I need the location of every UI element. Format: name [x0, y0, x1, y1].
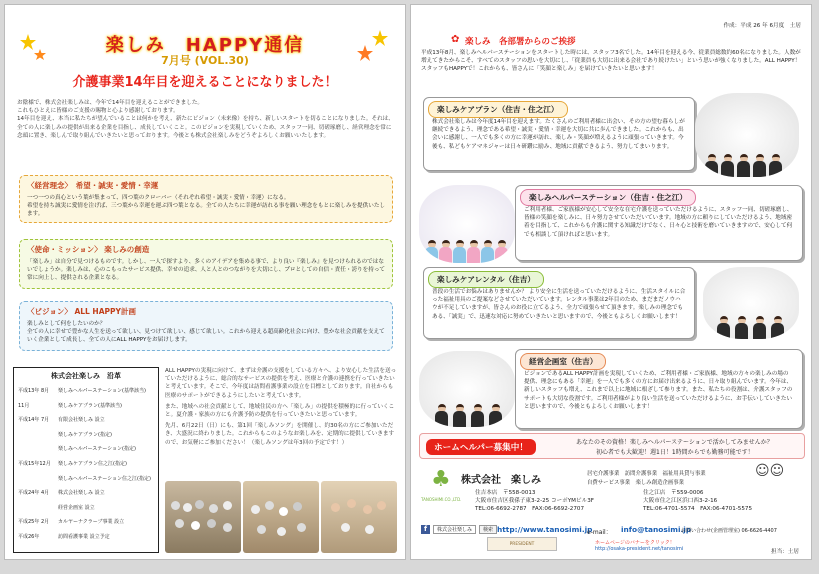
history-row [18, 457, 154, 472]
company-tagline: TANOSHIMI.CO.,LTD. [421, 497, 462, 502]
history-date: 平成13年 8月 [18, 388, 50, 394]
activity-paragraph: また、地域への社会貢献として、地域住民の方へ「楽しみ」の提供を積極的に行っていくこと。夏介護・家族の方にも介護予防の提供を行っていきたいと思っています。 [165, 403, 395, 419]
headline: 介護事業14年目を迎えることになりました！ [72, 75, 338, 90]
history-event: 楽しみケアプラン住之江(指定) [58, 460, 127, 467]
history-event: 有限会社楽しみ 設立 [58, 417, 105, 424]
event-photo [165, 481, 241, 553]
search-button[interactable]: 検索 [479, 525, 497, 534]
facebook-page-name: 株式会社楽しみ [433, 525, 476, 534]
helper-staff-photo [419, 185, 515, 263]
vision-line: 全ての人に幸せで豊かな人生を送って欲しい、見つけて欲しい、感じて欲しい。これから迎える超高齢化社会に向け、豊かな社会貢献を支えていく企業として成長し、全ての人にALL HAPPYをお届けします。 [27, 329, 385, 344]
helper-body: ご利用者様、ご家族様が安心して安全な在宅介護を送っていただけるように、スタッフ一同、切磋琢磨し、皆様の笑顔を楽しみに、日々努力させていただいています。地域の方に頼りにしていただけるよう、地域密着を目指して、これからも介護に関する知識だけでなく、日々心と技術を磨いていきますので、安心して何でも相談して頂ければと思います。 [524, 207, 793, 238]
vision-title: 〈ビジョン〉 ALL HAPPY計画 [27, 307, 136, 316]
history-row [18, 530, 154, 545]
recruit-label: ホームヘルパー募集中！ [426, 439, 536, 455]
history-row [18, 413, 154, 428]
star-decoration [19, 33, 49, 69]
history-row [18, 515, 154, 530]
rental-staff-photo [703, 267, 799, 339]
left-page [4, 4, 406, 560]
email-link[interactable]: info@tanosimi.jp [621, 525, 692, 534]
philosophy-line: 希望を持ち誠実に愛情を注げば、三つ葉から幸運を運ぶ四つ葉となる。全ての人たちに幸運が訪れる事を願い理念をもとに楽しみを提供いたします。 [27, 203, 386, 218]
author-credit: 担当：土居 [771, 549, 799, 555]
office-sumiyoshi [475, 489, 625, 514]
careplan-box [423, 97, 695, 171]
services-line: 自費サービス事業 楽しみ創造企画事業 [587, 480, 685, 486]
office-address-line: 大阪市住之江区浜口西3-2-16 [643, 498, 718, 505]
office-phone-line: TEL:06-4701-5574 FAX:06-4701-5575 [643, 506, 753, 513]
history-event: 経営企画室 設立 [58, 504, 95, 511]
recruit-banner [419, 433, 805, 459]
president-label: ホームページのバナーをクリック！ [595, 540, 675, 546]
office-suminoe [643, 489, 793, 514]
history-date: 平成26年 [18, 533, 40, 540]
history-date [18, 501, 58, 516]
recruit-text: 初心者でも大歓迎！週1日！1時間からでも勤務可能です！ [596, 449, 754, 456]
inquiry-line: お問い合わせ(企画管理室) 06-6626-4407 [681, 528, 777, 534]
history-row [18, 384, 154, 399]
history-date: 平成14年 7月 [18, 417, 50, 424]
company-logo: ♣ [431, 467, 451, 492]
history-list [18, 384, 154, 545]
planning-box [515, 349, 803, 429]
history-date: 平成25年 2月 [18, 519, 50, 526]
office-address-line: 住吉本店 〒558-0013 [475, 490, 536, 496]
history-event: 楽しみヘルパーステーション(基準該当) [58, 388, 146, 394]
careplan-staff-photo [695, 93, 799, 177]
website-link[interactable]: http://www.tanosimi.jp [497, 525, 593, 534]
history-date [18, 472, 58, 487]
careplan-body: 株式会社楽しみは今年度14年目を迎えます。たくさんのご利用者様に出会い、その方の望む暮らしが継続できるよう、理念である希望・誠実・愛情・幸運を大切に共に歩んできました。これからも、出会いに感謝し、一人でも多くの方に幸運が訪れ、楽しみ・笑顔が増えるように頑張っていきます。今後も、私どもケアマネジャーは日々研鑽に励み、地域に貢献できるよう、努力してまいります。 [432, 119, 685, 150]
rental-box [423, 267, 695, 339]
history-date: 11月 [18, 402, 30, 409]
history-date [18, 442, 58, 457]
history-row [18, 399, 154, 414]
history-row [18, 442, 154, 457]
philosophy-title: 〈経営理念〉 希望・誠実・愛情・幸運 [27, 181, 159, 190]
right-page [410, 4, 812, 560]
philosophy-line: 一つ一つの真心という葉が集まって、四つ葉のクローバー（それぞれ希望・誠実・愛情・幸運）になる。 [27, 195, 290, 201]
star-decoration [353, 29, 391, 69]
history-title: 株式会社楽しみ 沿革 [51, 372, 121, 380]
helper-title: 楽しみヘルパーステーション（住吉・住之江） [520, 189, 696, 206]
history-date: 平成24年 4月 [18, 490, 50, 497]
office-address-line: 大阪市住吉区我孫子東3-2-25 コーポYMビル3F [475, 498, 594, 505]
president-banner[interactable]: PRESIDENT [487, 537, 557, 551]
vision-line: 楽しみとして何をしたいのか？ [27, 321, 106, 327]
event-photo [243, 481, 319, 553]
right-intro: 平成13年8月、楽しみヘルパーステーションをスタートした時には、スタッフ3名でした。14年目を迎える今、従業員総数約60名になりました。人数が増えてきたからこそ、すべてのスタッフの思いを大切にし、「従業員も大切に出来る会社であり続けたい」という思いが強くなりました。ALL HAPPY！スタッフもHAPPYで！これからも、皆さんに「笑顔と楽しみ」を届けていきたいと思います！ [421, 50, 801, 73]
issue-number: 7月号 (VOL.30) [161, 54, 249, 67]
activity-text [165, 367, 397, 447]
mission-title: 〈使命・ミッション〉 楽しみの創造 [27, 245, 150, 254]
activity-paragraph: ALL HAPPYの実現に向けて、まずは介護の支援をしている方々へ、より安心した生活を送っていただけるように、総合的なサービスの提供を考え、医療と介護の連携を行っていきたいと考えています。そこで、今年度は訪問看護事業の設立を目標としております。自社からも医療のサポートができるようにしたいと考えています。 [165, 368, 397, 399]
email-label: e-mail： [587, 529, 612, 536]
recruit-text: あなたのその資格！楽しみヘルパーステーションで活かしてみませんか？ [576, 439, 773, 446]
activity-paragraph: 先月、6月22日（日）にも、第1回「楽しみソング」を開催し、約30名の方にご参加いただき、大盛況に終わりました。これからもこのようなお楽しみを、定期的に提供していきますので、お気軽にご参加ください！（楽しみソングは年3回の予定です！） [165, 423, 395, 446]
facebook-icon: f [421, 525, 430, 534]
history-row [18, 486, 154, 501]
history-event: 訪問看護事業 設立予定 [58, 533, 110, 540]
intro-line: 14年目を迎え、本当に私たちが望んでいることは何かを考え、新たにビジョン（未来像）を持ち、新しいスタートを切ることになりました。それは、全ての人に楽しみの提供が出来る企業を目指し、成長していくこと。このビジョンを実現していくため、スタッフ一同、切磋琢磨し、経営理念を常に念頭に置き、楽しんで取り組んでいきたいと思っております。今後とも株式会社楽しみをどうぞよろしくお願いいたします。 [17, 116, 394, 139]
intro-line: これもひとえに皆様のご支援の賜物と心より感謝しております。 [17, 108, 179, 115]
history-event: 楽しみヘルパーステーション(指定) [58, 446, 136, 453]
services-line: 居宅介護事業 訪問介護事業 福祉用具貸与事業 [587, 471, 706, 477]
rental-body: 普段の生活でお悩みはありませんか？ より安全に生活を送っていただけるように、生活スタイルに合った福祉用具のご提案などさせていただいています。レンタル事業は2年目のため、まだまだノウハウが不足していますが、皆さんのお役に立てるよう、全力で頑張らせて頂きます。楽しみの理念でもある、「誠実」で、迅速な対応に努めていきたいと思いますので、今後ともよろしくお願いします！ [432, 289, 686, 320]
history-row [18, 428, 154, 443]
mascot-illustration: ☺☺ [755, 463, 785, 479]
history-row [18, 472, 154, 487]
history-date [18, 428, 58, 443]
intro-text [17, 99, 397, 140]
history-row [18, 501, 154, 516]
careplan-title: 楽しみケアプラン（住吉・住之江） [428, 101, 568, 118]
history-event: 株式会社楽しみ 設立 [58, 490, 105, 497]
company-name: 株式会社 楽しみ [461, 475, 541, 486]
office-phone-line: TEL:06-6692-2787 FAX:06-6692-2707 [475, 506, 585, 513]
flower-icon: ✿ [451, 34, 460, 45]
planning-staff-photo [419, 351, 515, 427]
mission-line: 「楽しみ」は自分で見つけるものです。しかし、一人で探すより、多くのアイデアを集める事で、より良い『楽しみ』を見つけられるのではないでしょうか。楽しみは、心のこもったサービス提供、幸せの追求、人と人とのつながりを大切にし、プロとしての自信・責任・誇りを持って常に向上し、提供される企業となる。 [27, 259, 386, 282]
president-url[interactable]: http://osaka-president.net/tanosimi [595, 546, 684, 552]
vision-box [19, 301, 393, 351]
mission-box [19, 239, 393, 289]
history-event: 楽しみケアプラン(指定) [58, 431, 112, 438]
philosophy-box [19, 175, 393, 223]
history-event: 楽しみヘルパーステーション住之江(指定) [58, 475, 151, 482]
planning-title: 経営企画室（住吉） [520, 353, 606, 370]
facebook-link[interactable] [421, 525, 497, 534]
document-meta: 作成：平成 26 年 6月度 土居 [723, 23, 801, 29]
rental-title: 楽しみケアレンタル（住吉） [428, 271, 544, 288]
history-event: カルヤーナクラーブ事業 設立 [58, 519, 125, 526]
planning-body: ビジョンであるALL HAPPY計画を実現していくため、ご利用者様・ご家族様、地域の方々の楽しみの場の提供、理念にもある「幸運」を一人でも多くの方にお届け出来るように、日々取り組んでいます。今年は、新しいスタッフも増え、これまで以上に地域に根ざして参ります。また、私たちの役割は、介護スタッフのサポートも大切な役割です。ご利用者様がより良い生活を送っていただけるように、お手伝いしていきたいと思いますので、今後ともよろしくお願いします！ [524, 371, 793, 410]
office-address-line: 住之江店 〒559-0006 [643, 490, 704, 496]
intro-line: お陰様で、株式会社楽しみは、今年で14年目を迎えることができました。 [17, 100, 204, 106]
section-header: 楽しみ 各部署からのご挨拶 [465, 37, 576, 47]
history-box [13, 367, 159, 553]
event-photo [321, 481, 397, 553]
history-event: 楽しみケアプラン(基準該当) [58, 402, 122, 409]
helper-box [515, 185, 803, 261]
history-date: 平成15年12月 [18, 460, 51, 467]
newsletter-title: 楽しみ HAPPY通信 [105, 35, 305, 56]
